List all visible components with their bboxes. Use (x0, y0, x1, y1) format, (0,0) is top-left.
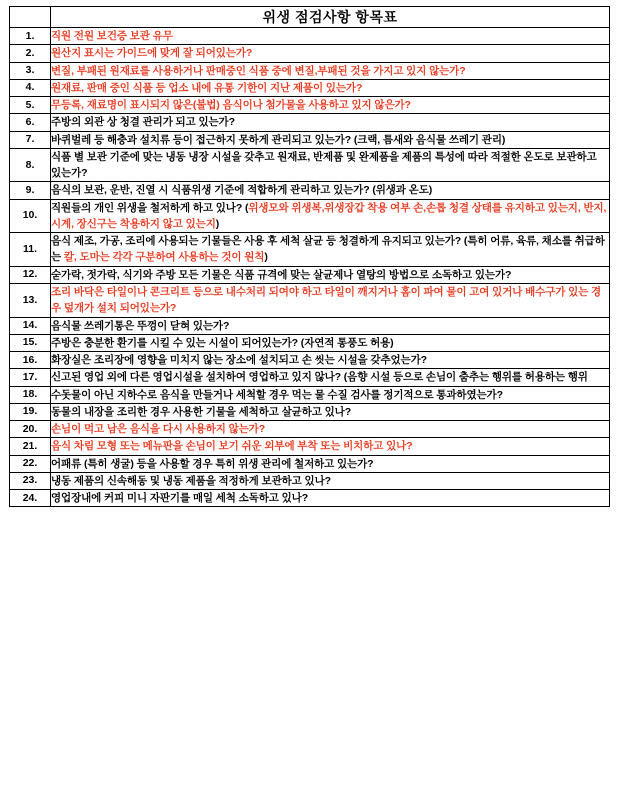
row-item-text (51, 114, 610, 131)
row-item-text (51, 199, 610, 233)
table-row (10, 97, 610, 114)
row-number: 24. (10, 490, 51, 507)
item-text-segment: 화장실은 조리장에 영향을 미치지 않는 장소에 설치되고 손 씻는 시설을 갖추었는가? (51, 354, 427, 367)
table-row (10, 131, 610, 148)
item-text-segment: 음식 제조, 가공, 조리에 사용되는 기물들은 사용 후 세척 살균 등 청결하게 유지되고 있는가? (특히 어류, 육류, 채소를 취급하는 (51, 235, 605, 264)
row-item-text (51, 62, 610, 79)
item-text-segment: 변질, 부패된 원재료를 사용하거나 판매중인 식품 중에 변질,부패된 것을 가지고 있지 않는가? (51, 64, 466, 77)
row-item-text (51, 403, 610, 420)
item-text-segment: 손님이 먹고 남은 음식을 다시 사용하지 않는가? (51, 423, 266, 436)
item-text-segment: 원산지 표시는 가이드에 맞게 잘 되어있는가? (51, 47, 253, 60)
table-body (10, 7, 610, 507)
table-row (10, 438, 610, 455)
page-title: 위생 점검사항 항목표 (51, 7, 610, 28)
item-text-segment: 칼, 도마는 각각 구분하여 사용하는 것이 원칙 (63, 251, 265, 264)
row-item-text (51, 45, 610, 62)
item-text-segment: 냉동 제품의 신속해동 및 냉동 제품을 적정하게 보관하고 있나? (51, 474, 331, 487)
row-item-text (51, 28, 610, 45)
row-item-text (51, 266, 610, 283)
hygiene-checklist-table (9, 6, 610, 507)
row-number: 20. (10, 421, 51, 438)
row-number: 2. (10, 45, 51, 62)
table-row (10, 386, 610, 403)
row-number: 19. (10, 403, 51, 420)
item-text-segment: 어패류 (특히 생굴) 등을 사용할 경우 특히 위생 관리에 철저하고 있는가? (51, 457, 374, 470)
item-text-segment: 식품 별 보관 기준에 맞는 냉동 냉장 시설을 갖추고 원재료, 반제품 및 완제품을 제품의 특성에 따라 적절한 온도로 보관하고 있는가? (51, 150, 597, 180)
row-number: 10. (10, 199, 51, 233)
item-text-segment: ) (215, 217, 220, 230)
item-text-segment: 음식의 보관, 운반, 진열 시 식품위생 기준에 적합하게 관리하고 있는가? (위생과 온도) (51, 184, 433, 197)
row-number: 12. (10, 266, 51, 283)
row-number: 1. (10, 28, 51, 45)
table-row (10, 79, 610, 96)
row-item-text (51, 233, 610, 267)
row-item-text (51, 472, 610, 489)
item-text-segment: 원재료, 판매 중인 식품 등 업소 내에 유통 기한이 지난 제품이 있는가? (51, 81, 363, 94)
item-text-segment: 위생모와 위생복,위생장갑 착용 여부 손,손톱 청결 상태를 유지하고 있는지, 반지, 시계, 장신구는 착용하지 않고 있는지 (51, 201, 607, 230)
item-text-segment: 신고된 영업 외에 다른 영업시설을 설치하여 영업하고 있지 않나? (음향 시설 등으로 손님이 춤추는 행위를 허용하는 행위 (51, 371, 588, 384)
row-item-text (51, 79, 610, 96)
item-text-segment: ) (264, 251, 268, 264)
item-text-segment: 주방은 충분한 환기를 시킬 수 있는 시설이 되어있는가? (자연적 통풍도 허용) (51, 336, 394, 349)
table-row (10, 182, 610, 199)
row-item-text (51, 131, 610, 148)
row-number: 3. (10, 62, 51, 79)
item-text-segment: 수돗물이 아닌 지하수로 음식을 만들거나 세척할 경우 먹는 물 수질 검사를 정기적으로 통과하였는가? (51, 388, 503, 401)
table-row (10, 114, 610, 131)
item-text-segment: 직원들의 개인 위생을 철저하게 하고 있나? ( (51, 201, 249, 214)
item-text-segment: 음식 차림 모형 또는 메뉴판을 손님이 보기 쉬운 외부에 부착 또는 비치하고 있나? (51, 440, 413, 453)
item-text-segment: 무등록, 재료명이 표시되지 않은(불법) 음식이나 첨가물을 사용하고 있지 않은가? (51, 99, 411, 112)
row-item-text (51, 386, 610, 403)
row-item-text (51, 438, 610, 455)
table-row (10, 369, 610, 386)
table-row (10, 283, 610, 317)
table-row (10, 472, 610, 489)
row-number: 6. (10, 114, 51, 131)
row-number: 11. (10, 233, 51, 267)
row-item-text (51, 455, 610, 472)
item-text-segment: 동물의 내장을 조리한 경우 사용한 기물을 세척하고 살균하고 있나? (51, 405, 352, 418)
row-number: 9. (10, 182, 51, 199)
table-row (10, 317, 610, 334)
row-number: 17. (10, 369, 51, 386)
row-item-text (51, 334, 610, 351)
row-item-text (51, 182, 610, 199)
row-number: 8. (10, 148, 51, 182)
row-number: 15. (10, 334, 51, 351)
table-row (10, 199, 610, 233)
row-number: 13. (10, 283, 51, 317)
row-item-text (51, 490, 610, 507)
row-number: 21. (10, 438, 51, 455)
row-number: 4. (10, 79, 51, 96)
row-item-text (51, 283, 610, 317)
table-row (10, 28, 610, 45)
table-row (10, 148, 610, 182)
row-number: 14. (10, 317, 51, 334)
table-row (10, 421, 610, 438)
table-row (10, 45, 610, 62)
table-row (10, 233, 610, 267)
item-text-segment: 주방의 외관 상 청결 관리가 되고 있는가? (51, 116, 235, 129)
row-item-text (51, 421, 610, 438)
table-row (10, 266, 610, 283)
row-number: 22. (10, 455, 51, 472)
row-item-text (51, 369, 610, 386)
title-row-num-cell (10, 7, 51, 28)
table-row (10, 62, 610, 79)
row-item-text (51, 97, 610, 114)
item-text-segment: 숟가락, 젓가락, 식기와 주방 모든 기물은 식품 규격에 맞는 살균제나 열탕의 방법으로 소독하고 있는가? (51, 268, 512, 281)
item-text-segment: 조리 바닥은 타일이나 콘크리트 등으로 내수처리 되여야 하고 타일이 깨지거나 홈이 파여 물이 고여 있거나 배수구가 있는 경우 덮개가 설치 되어있는가? (51, 285, 602, 315)
table-row (10, 490, 610, 507)
table-row (10, 352, 610, 369)
item-text-segment: 바퀴벌레 등 해충과 설치류 등이 접근하지 못하게 관리되고 있는가? (크랙, 틈새와 음식물 쓰레기 관리) (51, 133, 506, 146)
row-item-text (51, 352, 610, 369)
table-row (10, 455, 610, 472)
table-row (10, 334, 610, 351)
item-text-segment: 음식물 쓰레기통은 뚜껑이 닫혀 있는가? (51, 319, 230, 332)
row-number: 16. (10, 352, 51, 369)
row-number: 5. (10, 97, 51, 114)
table-row (10, 403, 610, 420)
row-item-text (51, 317, 610, 334)
row-number: 23. (10, 472, 51, 489)
row-item-text (51, 148, 610, 182)
item-text-segment: 직원 전원 보건증 보관 유무 (51, 30, 173, 42)
row-number: 7. (10, 131, 51, 148)
item-text-segment: 영업장내에 커피 미니 자판기를 매일 세척 소독하고 있나? (51, 492, 309, 505)
table-title-row (10, 7, 610, 28)
row-number: 18. (10, 386, 51, 403)
